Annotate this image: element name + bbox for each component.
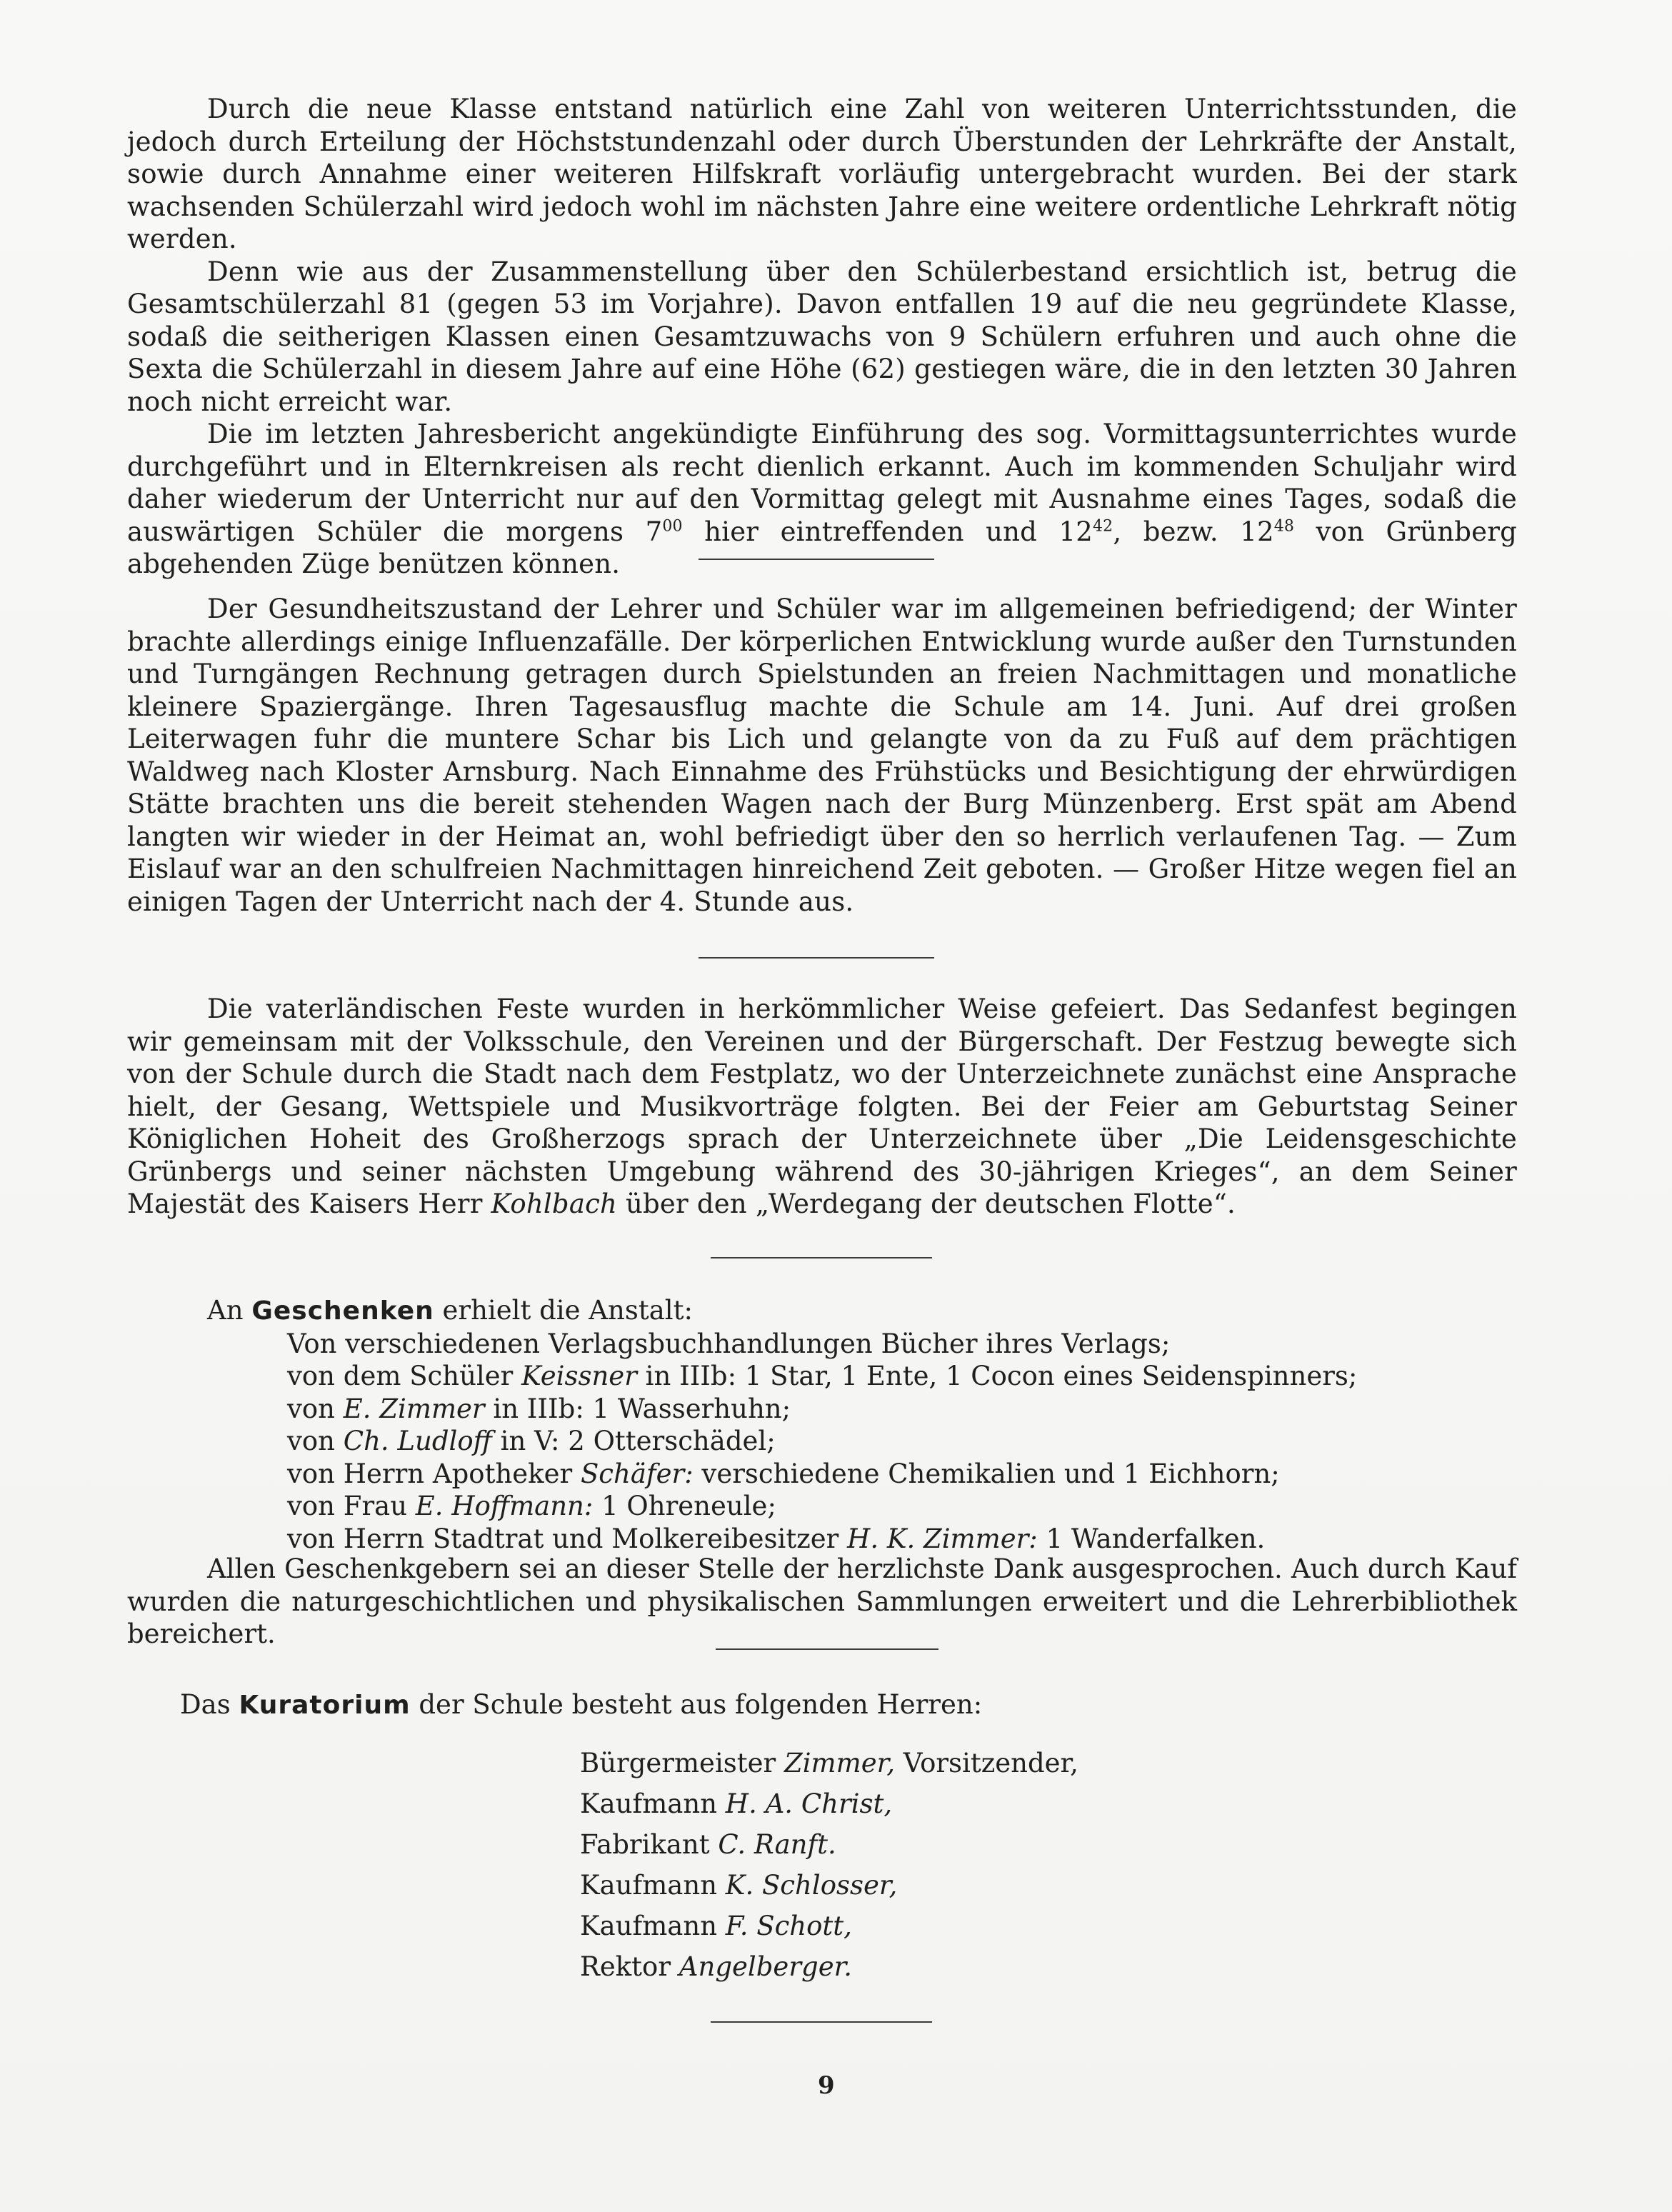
gifts-section xyxy=(207,1294,1517,1555)
gift-item xyxy=(287,1523,1517,1556)
member-title: Kaufmann xyxy=(580,1911,726,1941)
feste-text-1: Die vaterländischen Feste wurden in herkömmlicher Weise gefeiert. Das Sedanfest begingen wir gemeinsam mit der Volksschule, den Vereinen und der Bürgerschaft. Der Festzug bewegte sich von der Schule durch die Stadt nach dem Festplatz, wo der Unterzeichnete zunächst eine Ansprache hielt, der Gesang, Wettspiele und Musikvorträge folgten. Bei der Feier am Geburtstag Seiner Königlichen Hoheit des Großherzogs sprach der Unterzeichnete über „Die Leidensgeschichte Grünbergs und seiner nächsten Umgebung während des 30-jährigen Krieges“, an dem Seiner Majestät des Kaisers Herr xyxy=(127,994,1517,1219)
section-divider xyxy=(711,2021,932,2023)
page-number: 9 xyxy=(818,2071,835,2100)
member-title: Fabrikant xyxy=(580,1829,719,1860)
vormittag-text-3: , bezw. 12 xyxy=(1113,516,1274,547)
gift-text: von Herrn Stadtrat und Molkereibesitzer xyxy=(287,1523,848,1554)
member-name: H. A. Christ, xyxy=(725,1788,893,1819)
text-block-gesundheit xyxy=(127,593,1517,918)
text-block-feste xyxy=(127,993,1517,1221)
gift-item xyxy=(287,1458,1517,1491)
gift-item xyxy=(287,1490,1517,1523)
gifts-intro-post: erhielt die Anstalt: xyxy=(434,1295,693,1326)
member-name: Angelberger. xyxy=(679,1951,852,1982)
gift-item xyxy=(287,1393,1517,1426)
paragraph-vormittag xyxy=(127,418,1517,581)
gift-text: in V: 2 Otterschädel; xyxy=(491,1426,776,1456)
gift-text: von Frau xyxy=(287,1491,416,1521)
gifts-intro xyxy=(207,1294,1517,1328)
gifts-intro-pre: An xyxy=(207,1295,252,1326)
member-row xyxy=(580,1743,1078,1783)
gift-text: von xyxy=(287,1393,344,1424)
member-row xyxy=(580,1906,1078,1946)
gift-item xyxy=(287,1360,1517,1393)
section-divider xyxy=(711,1257,932,1258)
gift-donor: Ch. Ludloff xyxy=(343,1426,492,1456)
feste-name: Kohlbach xyxy=(491,1188,618,1219)
gift-text: von Herrn Apotheker xyxy=(287,1458,581,1489)
kuratorium-heading: Kuratorium xyxy=(239,1691,411,1720)
section-divider xyxy=(716,1648,938,1650)
vormittag-text-1: Die im letzten Jahresbericht angekündigte Einführung des sog. Vormittagsunterrichtes wurde durchgeführt und in Elternkreisen als recht dienlich erkannt. Auch im kommenden Schuljahr wird daher wiederum der Unterricht nur auf den Vormittag gelegt mit Ausnahme eines Tages, sodaß die auswärtigen Schüler die morgens 7 xyxy=(127,419,1517,547)
gift-text: in IIIb: 1 Wasserhuhn; xyxy=(484,1393,791,1424)
section-divider xyxy=(699,957,934,959)
text-block-top xyxy=(127,93,1517,581)
member-role: Vorsitzender, xyxy=(895,1748,1078,1778)
paragraph-feste xyxy=(127,993,1517,1221)
gift-item xyxy=(287,1425,1517,1458)
gifts-heading: Geschenken xyxy=(251,1296,434,1326)
member-name: K. Schlosser, xyxy=(725,1870,898,1901)
member-name: C. Ranft. xyxy=(718,1829,836,1860)
member-title: Kaufmann xyxy=(580,1788,726,1819)
member-title: Kaufmann xyxy=(580,1870,726,1901)
paragraph-thanks: Allen Geschenkgebern sei an dieser Stelle der herzlichste Dank ausgesprochen. Auch durch Kauf wurden die naturgeschichtlichen und physikalischen Sammlungen erweitert und die Lehrerbibliothek bereichert. xyxy=(127,1553,1517,1649)
gift-text: 1 Wanderfalken. xyxy=(1037,1523,1266,1554)
feste-text-2: über den „Werdegang der deutschen Flotte“. xyxy=(617,1188,1236,1219)
member-name: Zimmer, xyxy=(784,1748,895,1778)
gift-text: Von verschiedenen Verlagsbuchhandlungen Bücher ihres Verlags; xyxy=(287,1328,1171,1359)
time-sup-3: 48 xyxy=(1273,517,1295,536)
member-row xyxy=(580,1824,1078,1865)
gift-text: in IIIb: 1 Star, 1 Ente, 1 Cocon eines Seidenspinners; xyxy=(636,1361,1358,1391)
section-divider xyxy=(699,559,934,560)
paragraph-schuelerzahl: Denn wie aus der Zusammenstellung über den Schülerbestand ersichtlich ist, betrug die Gesamtschülerzahl 81 (gegen 53 im Vorjahre). Davon entfallen 19 auf die neu gegründete Klasse, sodaß die seitherigen Klassen einen Gesamtzuwachs von 9 Schülern erfuhren und auch ohne die Sexta die Schülerzahl in diesem Jahre auf eine Höhe (62) gestiegen wäre, die in den letzten 30 Jahren noch nicht erreicht war. xyxy=(127,256,1517,417)
gift-donor: E. Hoffmann: xyxy=(415,1491,594,1521)
thanks-block xyxy=(127,1553,1517,1651)
member-row xyxy=(580,1783,1078,1824)
gift-text: von dem Schüler xyxy=(287,1361,522,1391)
paragraph-gesundheit: Der Gesundheitszustand der Lehrer und Schüler war im allgemeinen befriedigend; der Winter brachte allerdings einige Influenzafälle. Der körperlichen Entwicklung wurde außer den Turnstunden und Turngängen Rechnung getragen durch Spielstunden an freien Nachmittagen und monatliche kleinere Spaziergänge. Ihren Tagesausflug machte die Schule am 14. Juni. Auf drei großen Leiterwagen fuhr die muntere Schar bis Lich und gelangte von da zu Fuß auf dem prächtigen Waldweg nach Kloster Arnsburg. Nach Einnahme des Frühstücks und Besichtigung der ehrwürdigen Stätte brachten uns die bereit stehenden Wagen nach der Burg Münzenberg. Erst spät am Abend langten wir wieder in der Heimat an, wohl befriedigt über den so herrlich verlaufenen Tag. — Zum Eislauf war an den schulfreien Nachmittagen hinreichend Zeit geboten. — Großer Hitze wegen fiel an einigen Tagen der Unterricht nach der 4. Stunde aus. xyxy=(127,594,1517,917)
kuratorium-intro xyxy=(180,1688,982,1722)
gift-donor: Keissner xyxy=(521,1361,637,1391)
gift-donor: Schäfer: xyxy=(580,1458,694,1489)
member-name: F. Schott, xyxy=(725,1911,852,1941)
kuratorium-intro-post: der Schule besteht aus folgenden Herren: xyxy=(410,1689,983,1720)
time-sup-1: 00 xyxy=(662,517,683,536)
member-row xyxy=(580,1865,1078,1906)
paragraph-klasse: Durch die neue Klasse entstand natürlich eine Zahl von weiteren Unterrichtsstunden, die jedoch durch Erteilung der Höchststundenzahl oder durch Überstunden der Lehrkräfte der Anstalt, sowie durch Annahme einer weiteren Hilfskraft vorläufig untergebracht wurden. Bei der stark wachsenden Schülerzahl wird jedoch wohl im nächsten Jahre eine weitere ordentliche Lehrkraft nötig werden. xyxy=(127,94,1517,254)
member-title: Bürgermeister xyxy=(580,1748,784,1778)
time-sup-2: 42 xyxy=(1092,517,1113,536)
vormittag-text-2: hier eintreffenden und 12 xyxy=(682,516,1093,547)
gift-text: 1 Ohreneule; xyxy=(593,1491,776,1521)
gift-text: von xyxy=(287,1426,344,1456)
gift-donor: E. Zimmer xyxy=(343,1393,485,1424)
vormittag-text-4: von Grünberg abgehenden Züge benützen können. xyxy=(127,516,1517,579)
gift-donor: H. K. Zimmer: xyxy=(847,1523,1038,1554)
member-row xyxy=(580,1946,1078,1987)
kuratorium-members xyxy=(580,1743,1078,1987)
gift-text: verschiedene Chemikalien und 1 Eichhorn; xyxy=(693,1458,1280,1489)
kuratorium-intro-pre: Das xyxy=(180,1689,239,1720)
member-title: Rektor xyxy=(580,1951,679,1982)
gift-item xyxy=(287,1328,1517,1361)
